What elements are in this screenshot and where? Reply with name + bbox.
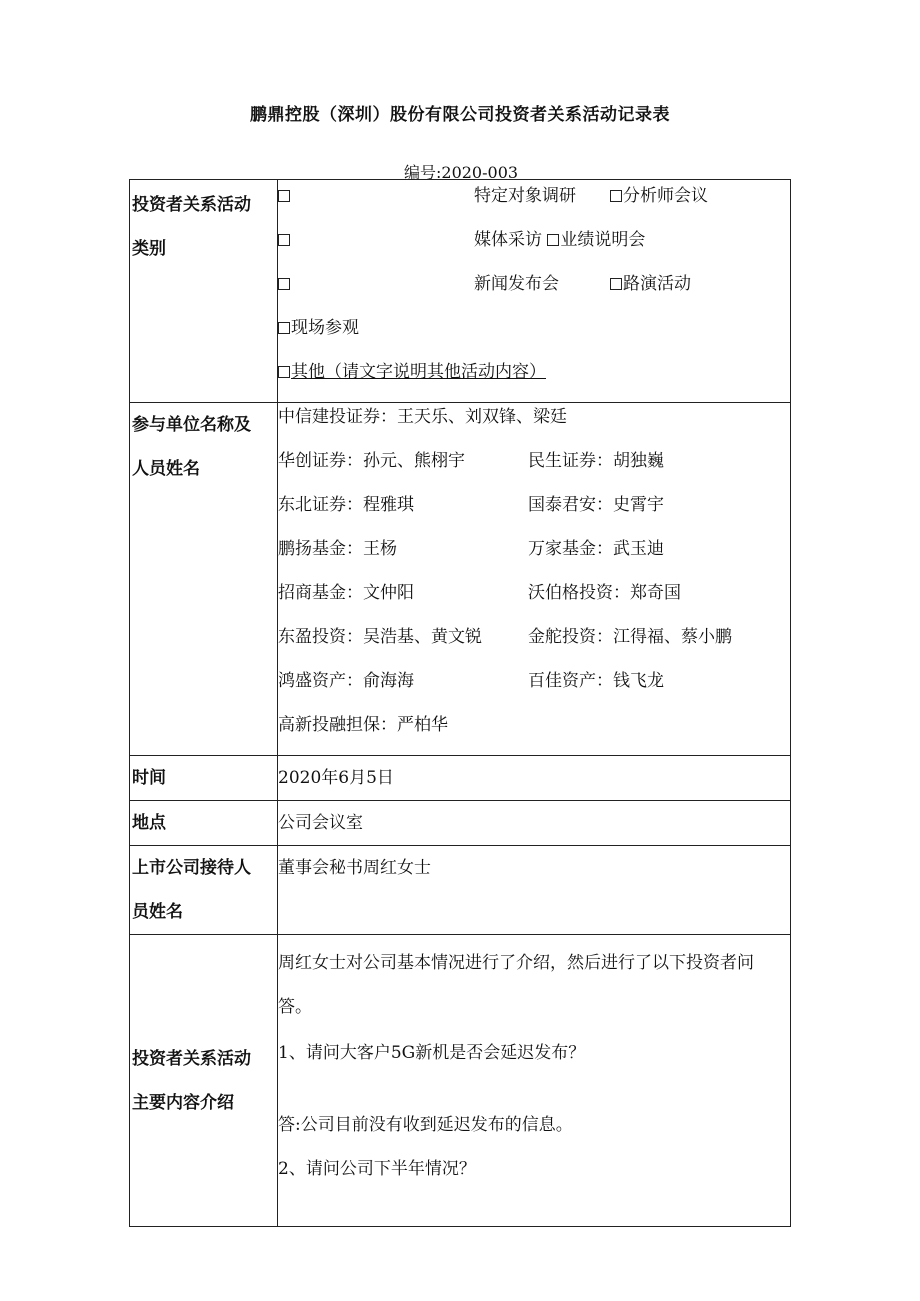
participant-right: 百佳资产：钱飞龙 bbox=[528, 671, 664, 691]
participant-line bbox=[278, 579, 790, 623]
participant-right: 金舵投资：江得福、蔡小鹏 bbox=[528, 627, 732, 647]
participant-line bbox=[278, 623, 790, 667]
time-label bbox=[130, 756, 278, 801]
participant-line bbox=[278, 535, 790, 579]
participant-left: 鹏扬基金：王杨 bbox=[278, 539, 397, 559]
document-title: 鹏鼎控股（深圳）股份有限公司投资者关系活动记录表 bbox=[250, 105, 670, 125]
participant-left: 高新投融担保：严柏华 bbox=[278, 715, 448, 735]
participant-line bbox=[278, 403, 790, 447]
category-options bbox=[278, 180, 791, 403]
participant-left: 鸿盛资产：俞海海 bbox=[278, 671, 414, 691]
document-number: 编号:2020-003 bbox=[404, 163, 519, 182]
checkbox-roadshow[interactable] bbox=[610, 278, 622, 290]
option-roadshow: 路演活动 bbox=[623, 274, 691, 294]
record-table bbox=[129, 179, 791, 1227]
location-value: 公司会议室 bbox=[278, 813, 363, 833]
content-label-line2: 主要内容介绍 bbox=[132, 1092, 234, 1113]
participants-label bbox=[130, 403, 278, 756]
reception-label-line2: 员姓名 bbox=[132, 902, 183, 922]
content-label-line1: 投资者关系活动 bbox=[132, 1048, 251, 1069]
option-special-research: 特定对象调研 bbox=[474, 186, 576, 206]
checkbox-analyst-meeting[interactable] bbox=[610, 190, 622, 202]
category-label-line1: 投资者关系活动 bbox=[132, 195, 251, 215]
participant-right: 万家基金：武玉迪 bbox=[528, 539, 664, 559]
option-analyst-meeting-wrap bbox=[610, 182, 708, 210]
category-line-3 bbox=[278, 270, 790, 314]
participant-left: 东盈投资：吴浩基、黄文锐 bbox=[278, 627, 482, 647]
reception-label bbox=[130, 846, 278, 935]
participant-line bbox=[278, 667, 790, 711]
option-analyst-meeting: 分析师会议 bbox=[623, 186, 708, 206]
time-cell bbox=[278, 756, 791, 801]
participant-right: 沃伯格投资：郑奇国 bbox=[528, 583, 681, 603]
location-label bbox=[130, 801, 278, 846]
option-media-interview: 媒体采访 bbox=[474, 230, 542, 250]
participant-line bbox=[278, 447, 790, 491]
content-label bbox=[130, 935, 278, 1227]
content-intro: 周红女士对公司基本情况进行了介绍，然后进行了以下投资者问答。 bbox=[278, 953, 754, 1017]
option-media-wrap bbox=[474, 226, 645, 254]
participants-list bbox=[278, 403, 791, 756]
content-question-1: 1、请问大客户5G新机是否会延迟发布？ bbox=[278, 1043, 586, 1063]
row-reception bbox=[130, 846, 791, 935]
checkbox-media-interview[interactable] bbox=[278, 234, 290, 246]
checkbox-press-conference[interactable] bbox=[278, 278, 290, 290]
category-line-2 bbox=[278, 226, 790, 270]
category-line-1 bbox=[278, 182, 790, 226]
reception-cell bbox=[278, 846, 791, 935]
option-earnings-briefing: 业绩说明会 bbox=[560, 230, 646, 250]
checkbox-special-research[interactable] bbox=[278, 190, 290, 202]
option-site-visit: 现场参观 bbox=[291, 318, 359, 338]
participant-left: 中信建投证券：王天乐、刘双锋、梁廷 bbox=[278, 407, 567, 427]
location-cell bbox=[278, 801, 791, 846]
category-label bbox=[130, 180, 278, 403]
option-other: 其他（请文字说明其他活动内容） bbox=[291, 362, 546, 382]
content-cell bbox=[278, 935, 791, 1227]
participant-line bbox=[278, 491, 790, 535]
participants-label-line2: 人员姓名 bbox=[132, 459, 200, 479]
category-line-4 bbox=[278, 314, 790, 358]
time-label-text: 时间 bbox=[132, 768, 166, 788]
row-main-content bbox=[130, 935, 791, 1227]
content-answer-1: 答:公司目前没有收到延迟发布的信息。 bbox=[278, 1115, 573, 1135]
row-participants bbox=[130, 403, 791, 756]
option-press-conference: 新闻发布会 bbox=[474, 274, 559, 294]
row-activity-category bbox=[130, 180, 791, 403]
checkbox-earnings-briefing[interactable] bbox=[547, 234, 559, 246]
participant-left: 招商基金：文仲阳 bbox=[278, 583, 414, 603]
participant-line bbox=[278, 711, 790, 755]
participants-label-line1: 参与单位名称及 bbox=[132, 415, 251, 435]
reception-label-line1: 上市公司接待人 bbox=[132, 858, 251, 878]
row-location bbox=[130, 801, 791, 846]
participant-left: 华创证券：孙元、熊栩宇 bbox=[278, 451, 465, 471]
checkbox-site-visit[interactable] bbox=[278, 322, 290, 334]
time-value: 2020年6月5日 bbox=[278, 768, 394, 788]
participant-right: 民生证券：胡独巍 bbox=[528, 451, 664, 471]
category-line-5 bbox=[278, 358, 790, 402]
participant-left: 东北证券：程雅琪 bbox=[278, 495, 414, 515]
content-question-2: 2、请问公司下半年情况？ bbox=[278, 1159, 476, 1179]
location-label-text: 地点 bbox=[132, 813, 166, 833]
participant-right: 国泰君安：史霄宇 bbox=[528, 495, 664, 515]
option-roadshow-wrap bbox=[610, 270, 691, 298]
reception-value: 董事会秘书周红女士 bbox=[278, 858, 431, 878]
checkbox-other[interactable] bbox=[278, 366, 290, 378]
row-time bbox=[130, 756, 791, 801]
category-label-line2: 类别 bbox=[132, 239, 166, 259]
